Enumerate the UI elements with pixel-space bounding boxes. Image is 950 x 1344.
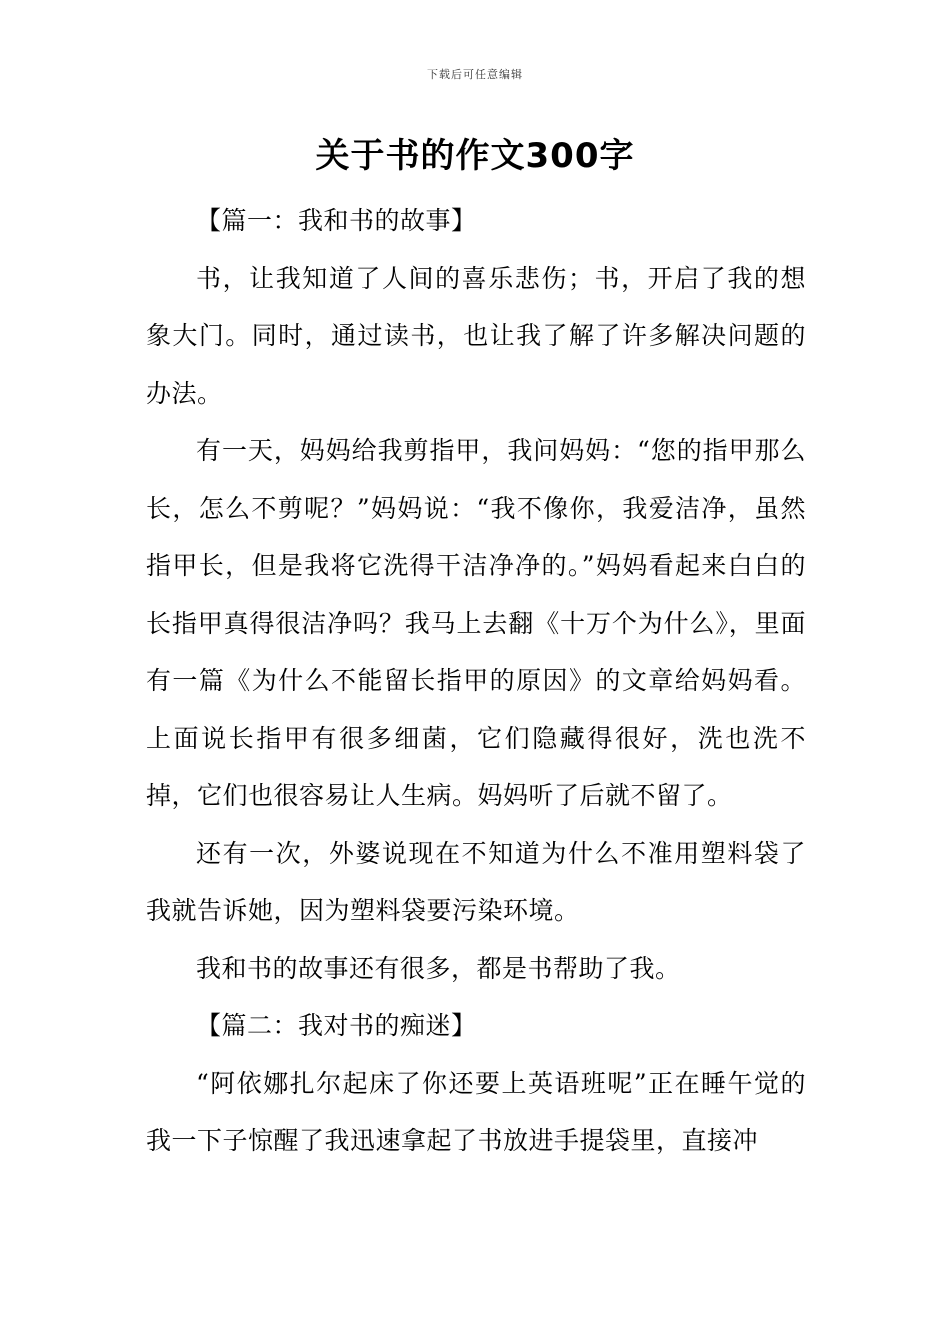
section-heading-1: 【篇一：我和书的故事】 xyxy=(196,206,477,235)
header-note: 下载后可任意编辑 xyxy=(427,68,523,81)
paragraph: 书，让我知道了人间的喜乐悲伤；书，开启了我的想象大门。同时，通过读书，也让我了解了许多解决问题的办法。 xyxy=(146,263,806,408)
document-body xyxy=(146,192,806,1170)
paragraph: 还有一次，外婆说现在不知道为什么不准用塑料袋了我就告诉她，因为塑料袋要污染环境。 xyxy=(146,838,806,925)
paragraph: 有一天，妈妈给我剪指甲，我问妈妈：“您的指甲那么长，怎么不剪呢？”妈妈说：“我不像你，我爱洁净，虽然指甲长，但是我将它洗得干洁净净的。”妈妈看起来白白的长指甲真得很洁净吗？我马上去翻《十万个为什么》，里面有一篇《为什么不能留长指甲的原因》的文章给妈妈看。上面说长指甲有很多细菌，它们隐藏得很好，洗也洗不掉，它们也很容易让人生病。妈妈听了后就不留了。 xyxy=(146,436,806,810)
document-title: 关于书的作文300字 xyxy=(315,136,635,176)
paragraph: 我和书的故事还有很多，都是书帮助了我。 xyxy=(196,953,681,983)
paragraph: “阿依娜扎尔起床了你还要上英语班呢”正在睡午觉的我一下子惊醒了我迅速拿起了书放进手提袋里，直接冲 xyxy=(146,1068,806,1155)
section-heading-2: 【篇二：我对书的痴迷】 xyxy=(196,1011,477,1040)
